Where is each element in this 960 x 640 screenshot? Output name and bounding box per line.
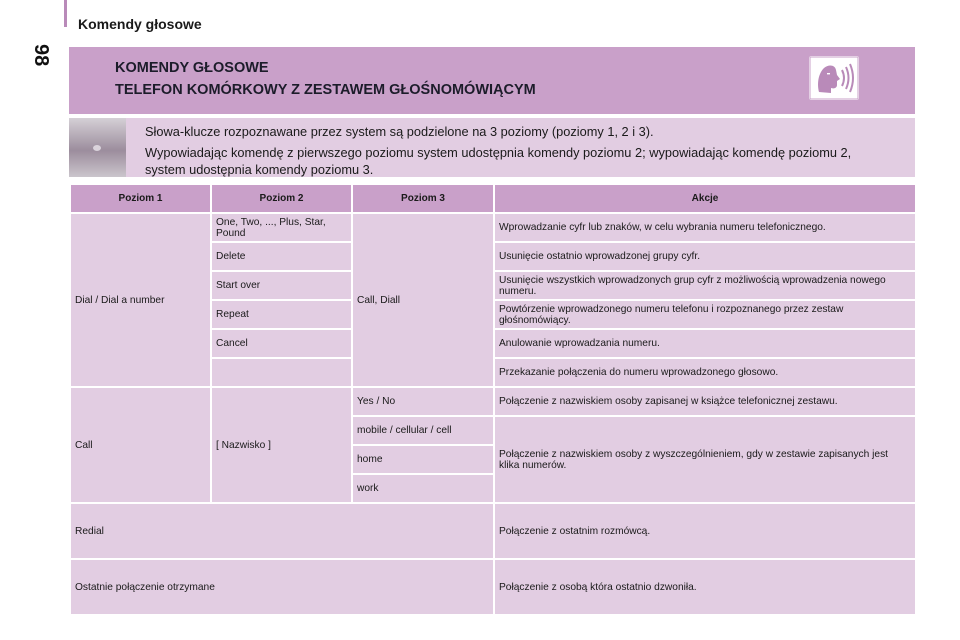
intro-panel: [69, 118, 915, 177]
intro-paragraph: Wypowiadając komendę z pierwszego poziomu system udostępnia komendy poziomu 2; wypowiadając komendę poziomu 2, system udostępnia komendy poziomu 3.: [145, 145, 852, 177]
level2-cell: Repeat: [211, 300, 352, 329]
level1-cell: Redial: [70, 503, 494, 559]
voice-commands-table: [69, 183, 917, 616]
action-cell: Połączenie z nazwiskiem osoby z wyszczególnieniem, gdy w zestawie zapisanych jest klika numerów.: [494, 416, 916, 503]
column-header-level2: Poziom 2: [211, 184, 352, 213]
action-cell: Przekazanie połączenia do numeru wprowadzonego głosowo.: [494, 358, 916, 387]
intro-paragraph: Słowa-klucze rozpoznawane przez system są podzielone na 3 poziomy (poziomy 1, 2 i 3).: [145, 124, 654, 139]
table-row: [70, 213, 916, 242]
level3-cell: home: [352, 445, 494, 474]
table-row: [70, 503, 916, 559]
level1-cell: Call: [70, 387, 211, 503]
section-subtitle: TELEFON KOMÓRKOWY Z ZESTAWEM GŁOŚNOMÓWIĄCYM: [115, 82, 536, 98]
level3-cell: Yes / No: [352, 387, 494, 416]
action-cell: Połączenie z ostatnim rozmówcą.: [494, 503, 916, 559]
action-cell: Połączenie z osobą która ostatnio dzwoniła.: [494, 559, 916, 615]
level2-cell: One, Two, ..., Plus, Star, Pound: [211, 213, 352, 242]
action-cell: Usunięcie wszystkich wprowadzonych grup cyfr z możliwością wprowadzenia nowego numeru.: [494, 271, 916, 300]
action-cell: Usunięcie ostatnio wprowadzonej grupy cyfr.: [494, 242, 916, 271]
margin-accent-line: [64, 0, 67, 27]
level2-cell: Start over: [211, 271, 352, 300]
column-header-level1: Poziom 1: [70, 184, 211, 213]
action-cell: Wprowadzanie cyfr lub znaków, w celu wybrania numeru telefonicznego.: [494, 213, 916, 242]
level3-cell: Call, Diall: [352, 213, 494, 387]
voice-speaking-head-icon: [809, 56, 859, 100]
level1-cell: Dial / Dial a number: [70, 213, 211, 387]
level3-cell: mobile / cellular / cell: [352, 416, 494, 445]
level2-cell: Cancel: [211, 329, 352, 358]
running-title: Komendy głosowe: [78, 16, 202, 32]
column-header-level3: Poziom 3: [352, 184, 494, 213]
table-row: [70, 559, 916, 615]
empty-diagonal-cell: [211, 358, 352, 387]
table-row: [70, 387, 916, 416]
intro-text: [145, 123, 895, 182]
level1-cell: Ostatnie połączenie otrzymane: [70, 559, 494, 615]
action-cell: Połączenie z nazwiskiem osoby zapisanej w książce telefonicznej zestawu.: [494, 387, 916, 416]
section-title: KOMENDY GŁOSOWE: [115, 60, 269, 76]
steering-button-icon: [69, 118, 126, 177]
section-header: [69, 47, 915, 114]
level2-cell: Delete: [211, 242, 352, 271]
action-cell: Anulowanie wprowadzania numeru.: [494, 329, 916, 358]
level2-cell: [ Nazwisko ]: [211, 387, 352, 503]
action-cell: Powtórzenie wprowadzonego numeru telefonu i rozpoznanego przez zestaw głośnomówiący.: [494, 300, 916, 329]
column-header-actions: Akcje: [494, 184, 916, 213]
page-number: 98: [30, 44, 52, 67]
level3-cell: work: [352, 474, 494, 503]
